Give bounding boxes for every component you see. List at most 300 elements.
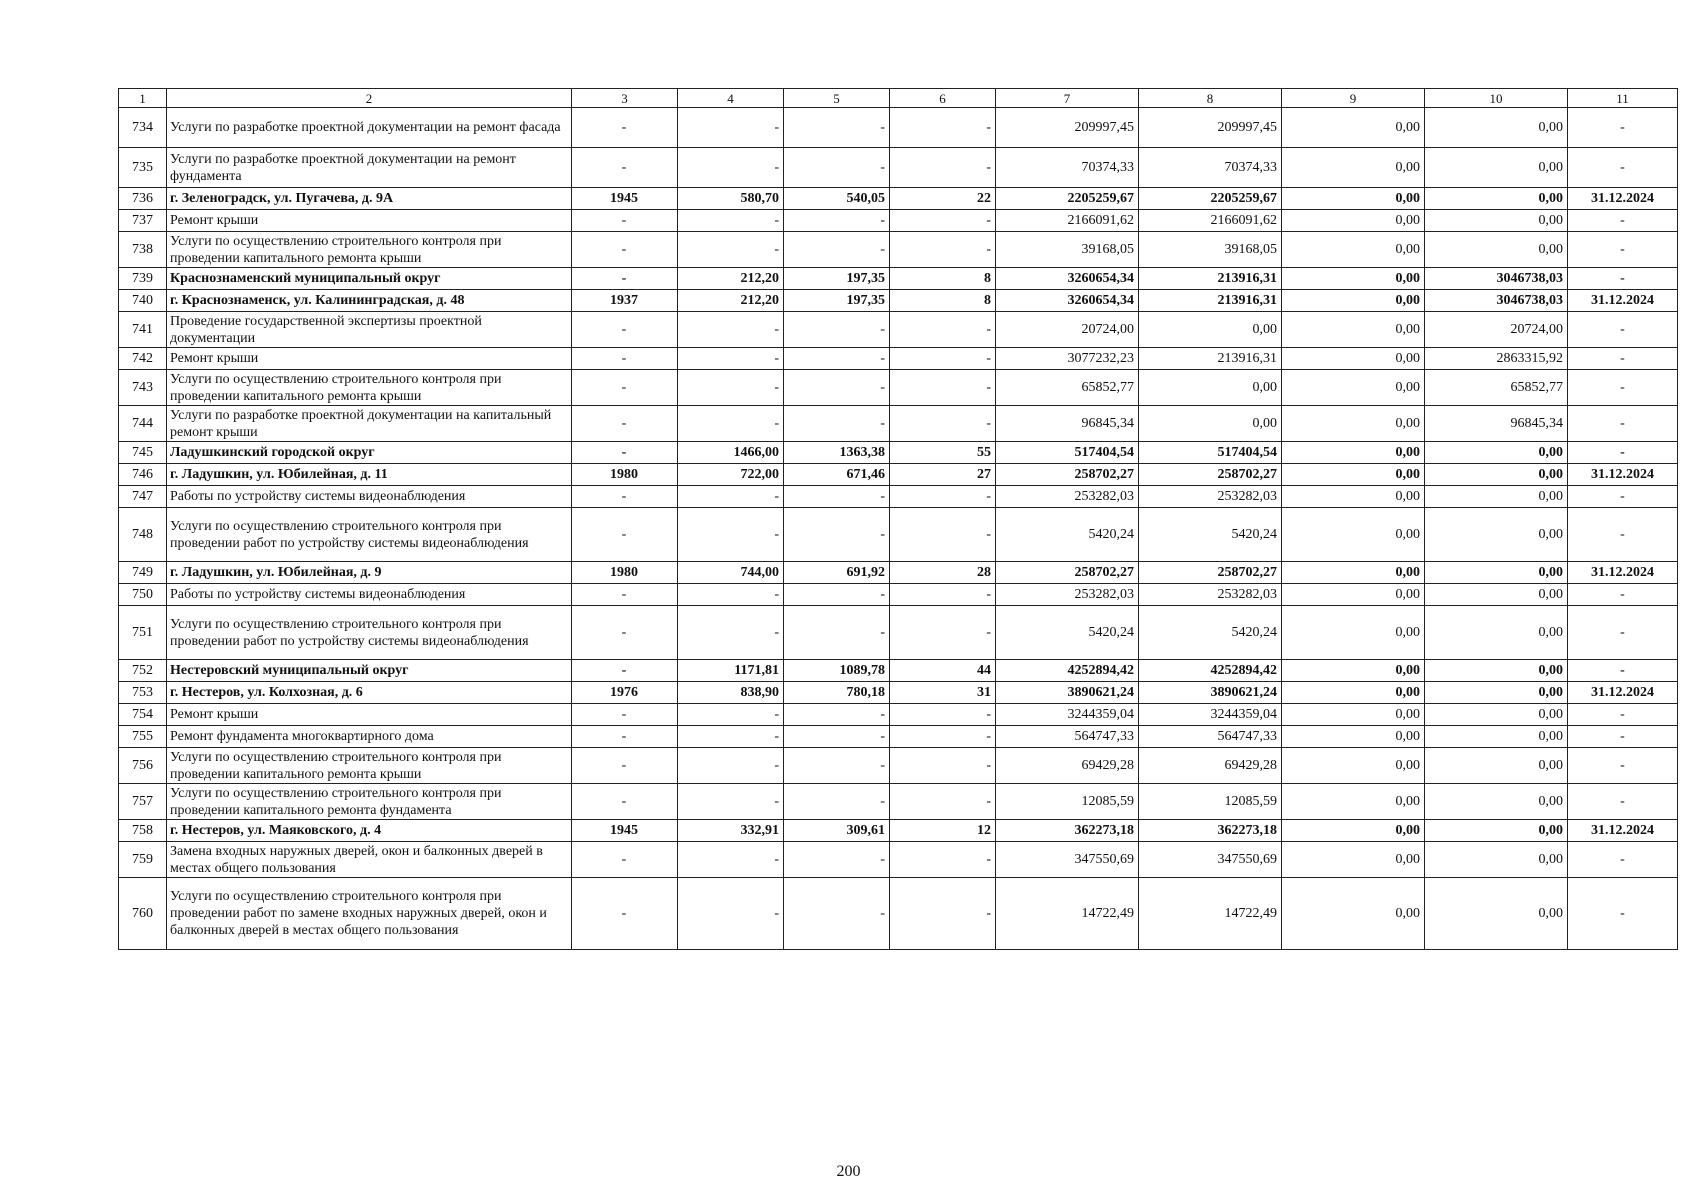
work-description-cell: г. Зеленоградск, ул. Пугачева, д. 9А [167,188,572,210]
completion-date-cell: - [1568,148,1678,188]
row-number-cell: 749 [119,562,167,584]
total-cost-cell: 258702,27 [996,562,1139,584]
total-area-cell: - [678,108,784,148]
owners-cost-cell: 0,00 [1425,562,1568,584]
year-built-cell: - [572,726,678,748]
table-row [119,406,1678,442]
completion-date-cell: 31.12.2024 [1568,188,1678,210]
total-area-cell: 212,20 [678,290,784,312]
column-header: 6 [890,89,996,108]
fund-cost-cell: 213916,31 [1139,348,1282,370]
residents-count-cell: - [890,584,996,606]
completion-date-cell: - [1568,842,1678,878]
living-area-cell: 197,35 [784,290,890,312]
fund-cost-cell: 12085,59 [1139,784,1282,820]
total-cost-cell: 362273,18 [996,820,1139,842]
work-description-cell: Ремонт крыши [167,210,572,232]
work-description-cell: г. Нестеров, ул. Колхозная, д. 6 [167,682,572,704]
total-cost-cell: 517404,54 [996,442,1139,464]
living-area-cell: - [784,108,890,148]
table-row [119,562,1678,584]
table-row [119,188,1678,210]
table-row [119,486,1678,508]
owners-cost-cell: 0,00 [1425,232,1568,268]
work-description-cell: Услуги по разработке проектной документации на ремонт фасада [167,108,572,148]
residents-count-cell: - [890,842,996,878]
work-description-cell: Услуги по разработке проектной документации на ремонт фундамента [167,148,572,188]
completion-date-cell: 31.12.2024 [1568,820,1678,842]
completion-date-cell: - [1568,878,1678,950]
total-area-cell: - [678,406,784,442]
total-area-cell: 744,00 [678,562,784,584]
fund-cost-cell: 213916,31 [1139,290,1282,312]
work-description-cell: Проведение государственной экспертизы проектной документации [167,312,572,348]
owners-cost-cell: 0,00 [1425,660,1568,682]
completion-date-cell: - [1568,268,1678,290]
completion-date-cell: - [1568,704,1678,726]
total-area-cell: 212,20 [678,268,784,290]
column-header: 1 [119,89,167,108]
fund-cost-cell: 3244359,04 [1139,704,1282,726]
owners-cost-cell: 0,00 [1425,878,1568,950]
completion-date-cell: - [1568,370,1678,406]
table-row [119,508,1678,562]
year-built-cell: - [572,660,678,682]
work-description-cell: Услуги по осуществлению строительного контроля при проведении работ по устройству системы видеонаблюдения [167,606,572,660]
total-cost-cell: 3244359,04 [996,704,1139,726]
total-area-cell: - [678,584,784,606]
year-built-cell: - [572,232,678,268]
table-row [119,660,1678,682]
year-built-cell: - [572,584,678,606]
owners-cost-cell: 3046738,03 [1425,290,1568,312]
row-number-cell: 754 [119,704,167,726]
total-cost-cell: 4252894,42 [996,660,1139,682]
residents-count-cell: - [890,210,996,232]
table-row [119,682,1678,704]
living-area-cell: - [784,878,890,950]
completion-date-cell: - [1568,726,1678,748]
owners-cost-cell: 0,00 [1425,726,1568,748]
total-area-cell: 332,91 [678,820,784,842]
total-area-cell: - [678,704,784,726]
table-row [119,348,1678,370]
total-area-cell: - [678,348,784,370]
completion-date-cell: - [1568,748,1678,784]
living-area-cell: - [784,486,890,508]
completion-date-cell: 31.12.2024 [1568,290,1678,312]
budget-cost-cell: 0,00 [1282,486,1425,508]
budget-cost-cell: 0,00 [1282,660,1425,682]
total-area-cell: - [678,312,784,348]
row-number-cell: 739 [119,268,167,290]
work-description-cell: г. Нестеров, ул. Маяковского, д. 4 [167,820,572,842]
table-row [119,878,1678,950]
budget-cost-cell: 0,00 [1282,682,1425,704]
total-area-cell: 1466,00 [678,442,784,464]
total-area-cell: - [678,726,784,748]
budget-cost-cell: 0,00 [1282,748,1425,784]
living-area-cell: 540,05 [784,188,890,210]
residents-count-cell: - [890,704,996,726]
total-cost-cell: 14722,49 [996,878,1139,950]
living-area-cell: 1363,38 [784,442,890,464]
table-row [119,108,1678,148]
row-number-cell: 737 [119,210,167,232]
table-row [119,820,1678,842]
column-header: 8 [1139,89,1282,108]
year-built-cell: - [572,312,678,348]
year-built-cell: 1980 [572,562,678,584]
row-number-cell: 745 [119,442,167,464]
budget-cost-cell: 0,00 [1282,842,1425,878]
table-row [119,584,1678,606]
row-number-cell: 738 [119,232,167,268]
work-description-cell: Ремонт крыши [167,704,572,726]
completion-date-cell: - [1568,108,1678,148]
living-area-cell: 691,92 [784,562,890,584]
total-area-cell: - [678,508,784,562]
total-area-cell: - [678,784,784,820]
row-number-cell: 760 [119,878,167,950]
total-cost-cell: 65852,77 [996,370,1139,406]
fund-cost-cell: 253282,03 [1139,486,1282,508]
column-header: 5 [784,89,890,108]
living-area-cell: - [784,606,890,660]
work-description-cell: Услуги по осуществлению строительного контроля при проведении капитального ремонта крыши [167,370,572,406]
total-area-cell: - [678,210,784,232]
row-number-cell: 734 [119,108,167,148]
living-area-cell: - [784,210,890,232]
table-row [119,232,1678,268]
residents-count-cell: - [890,508,996,562]
budget-cost-cell: 0,00 [1282,704,1425,726]
work-description-cell: г. Ладушкин, ул. Юбилейная, д. 11 [167,464,572,486]
year-built-cell: 1976 [572,682,678,704]
total-cost-cell: 347550,69 [996,842,1139,878]
total-area-cell: - [678,748,784,784]
total-cost-cell: 5420,24 [996,606,1139,660]
owners-cost-cell: 65852,77 [1425,370,1568,406]
completion-date-cell: - [1568,348,1678,370]
residents-count-cell: - [890,406,996,442]
residents-count-cell: - [890,486,996,508]
budget-cost-cell: 0,00 [1282,188,1425,210]
work-description-cell: Услуги по осуществлению строительного контроля при проведении работ по замене входных наружных дверей, окон и балконных дверей в местах общего пользования [167,878,572,950]
fund-cost-cell: 69429,28 [1139,748,1282,784]
living-area-cell: - [784,584,890,606]
work-description-cell: Работы по устройству системы видеонаблюдения [167,584,572,606]
owners-cost-cell: 3046738,03 [1425,268,1568,290]
living-area-cell: - [784,704,890,726]
page-number: 200 [836,1163,861,1180]
year-built-cell: 1980 [572,464,678,486]
budget-cost-cell: 0,00 [1282,348,1425,370]
year-built-cell: - [572,486,678,508]
residents-count-cell: 8 [890,290,996,312]
capital-repair-table [118,88,1678,950]
total-area-cell: - [678,606,784,660]
fund-cost-cell: 213916,31 [1139,268,1282,290]
living-area-cell: - [784,406,890,442]
budget-cost-cell: 0,00 [1282,726,1425,748]
column-header: 10 [1425,89,1568,108]
row-number-cell: 735 [119,148,167,188]
fund-cost-cell: 0,00 [1139,370,1282,406]
fund-cost-cell: 347550,69 [1139,842,1282,878]
completion-date-cell: 31.12.2024 [1568,562,1678,584]
row-number-cell: 752 [119,660,167,682]
owners-cost-cell: 0,00 [1425,584,1568,606]
work-description-cell: Услуги по осуществлению строительного контроля при проведении работ по устройству системы видеонаблюдения [167,508,572,562]
budget-cost-cell: 0,00 [1282,232,1425,268]
year-built-cell: - [572,748,678,784]
budget-cost-cell: 0,00 [1282,148,1425,188]
row-number-cell: 750 [119,584,167,606]
budget-cost-cell: 0,00 [1282,210,1425,232]
budget-cost-cell: 0,00 [1282,784,1425,820]
table-row [119,312,1678,348]
total-cost-cell: 3077232,23 [996,348,1139,370]
residents-count-cell: - [890,312,996,348]
year-built-cell: - [572,442,678,464]
row-number-cell: 757 [119,784,167,820]
fund-cost-cell: 0,00 [1139,312,1282,348]
residents-count-cell: 44 [890,660,996,682]
budget-cost-cell: 0,00 [1282,878,1425,950]
work-description-cell: Услуги по осуществлению строительного контроля при проведении капитального ремонта крыши [167,748,572,784]
work-description-cell: Нестеровский муниципальный округ [167,660,572,682]
owners-cost-cell: 0,00 [1425,486,1568,508]
total-cost-cell: 2166091,62 [996,210,1139,232]
table-row [119,842,1678,878]
completion-date-cell: - [1568,508,1678,562]
total-area-cell: - [678,148,784,188]
table-row [119,726,1678,748]
budget-cost-cell: 0,00 [1282,606,1425,660]
fund-cost-cell: 362273,18 [1139,820,1282,842]
residents-count-cell: - [890,148,996,188]
total-cost-cell: 253282,03 [996,486,1139,508]
year-built-cell: - [572,210,678,232]
year-built-cell: 1937 [572,290,678,312]
total-area-cell: 580,70 [678,188,784,210]
row-number-cell: 759 [119,842,167,878]
year-built-cell: - [572,370,678,406]
fund-cost-cell: 14722,49 [1139,878,1282,950]
year-built-cell: - [572,784,678,820]
fund-cost-cell: 253282,03 [1139,584,1282,606]
fund-cost-cell: 5420,24 [1139,606,1282,660]
completion-date-cell: - [1568,406,1678,442]
total-cost-cell: 2205259,67 [996,188,1139,210]
residents-count-cell: - [890,878,996,950]
total-area-cell: 1171,81 [678,660,784,682]
total-cost-cell: 20724,00 [996,312,1139,348]
column-number-row [119,89,1678,108]
row-number-cell: 748 [119,508,167,562]
residents-count-cell: 55 [890,442,996,464]
living-area-cell: - [784,842,890,878]
total-cost-cell: 70374,33 [996,148,1139,188]
fund-cost-cell: 3890621,24 [1139,682,1282,704]
living-area-cell: 1089,78 [784,660,890,682]
residents-count-cell: 12 [890,820,996,842]
residents-count-cell: - [890,348,996,370]
living-area-cell: - [784,726,890,748]
work-description-cell: Ремонт крыши [167,348,572,370]
work-description-cell: Ладушкинский городской округ [167,442,572,464]
residents-count-cell: 27 [890,464,996,486]
total-area-cell: - [678,232,784,268]
table-row [119,784,1678,820]
owners-cost-cell: 0,00 [1425,784,1568,820]
total-cost-cell: 12085,59 [996,784,1139,820]
total-cost-cell: 3260654,34 [996,290,1139,312]
work-description-cell: Услуги по осуществлению строительного контроля при проведении капитального ремонта фундамента [167,784,572,820]
budget-cost-cell: 0,00 [1282,312,1425,348]
column-header: 4 [678,89,784,108]
table-row [119,704,1678,726]
column-header: 7 [996,89,1139,108]
row-number-cell: 744 [119,406,167,442]
total-area-cell: 722,00 [678,464,784,486]
row-number-cell: 742 [119,348,167,370]
residents-count-cell: 31 [890,682,996,704]
table-row [119,748,1678,784]
row-number-cell: 740 [119,290,167,312]
living-area-cell: - [784,148,890,188]
year-built-cell: - [572,406,678,442]
living-area-cell: - [784,232,890,268]
fund-cost-cell: 0,00 [1139,406,1282,442]
total-cost-cell: 96845,34 [996,406,1139,442]
owners-cost-cell: 0,00 [1425,842,1568,878]
budget-cost-cell: 0,00 [1282,820,1425,842]
fund-cost-cell: 564747,33 [1139,726,1282,748]
completion-date-cell: - [1568,660,1678,682]
work-description-cell: Ремонт фундамента многоквартирного дома [167,726,572,748]
living-area-cell: - [784,312,890,348]
total-cost-cell: 5420,24 [996,508,1139,562]
total-area-cell: - [678,842,784,878]
table-row [119,290,1678,312]
year-built-cell: - [572,508,678,562]
total-area-cell: - [678,878,784,950]
budget-cost-cell: 0,00 [1282,268,1425,290]
residents-count-cell: 22 [890,188,996,210]
year-built-cell: - [572,148,678,188]
budget-cost-cell: 0,00 [1282,108,1425,148]
row-number-cell: 743 [119,370,167,406]
owners-cost-cell: 2863315,92 [1425,348,1568,370]
fund-cost-cell: 39168,05 [1139,232,1282,268]
living-area-cell: - [784,348,890,370]
work-description-cell: Услуги по разработке проектной документации на капитальный ремонт крыши [167,406,572,442]
year-built-cell: 1945 [572,820,678,842]
budget-cost-cell: 0,00 [1282,442,1425,464]
living-area-cell: 197,35 [784,268,890,290]
total-cost-cell: 3890621,24 [996,682,1139,704]
owners-cost-cell: 0,00 [1425,682,1568,704]
living-area-cell: - [784,748,890,784]
table-row [119,464,1678,486]
living-area-cell: - [784,508,890,562]
row-number-cell: 751 [119,606,167,660]
budget-cost-cell: 0,00 [1282,562,1425,584]
owners-cost-cell: 0,00 [1425,188,1568,210]
table-row [119,210,1678,232]
residents-count-cell: 8 [890,268,996,290]
year-built-cell: - [572,842,678,878]
owners-cost-cell: 0,00 [1425,820,1568,842]
row-number-cell: 741 [119,312,167,348]
total-area-cell: - [678,486,784,508]
year-built-cell: - [572,606,678,660]
budget-cost-cell: 0,00 [1282,406,1425,442]
fund-cost-cell: 258702,27 [1139,562,1282,584]
total-area-cell: - [678,370,784,406]
living-area-cell: - [784,370,890,406]
living-area-cell: 309,61 [784,820,890,842]
owners-cost-cell: 0,00 [1425,148,1568,188]
owners-cost-cell: 0,00 [1425,464,1568,486]
total-cost-cell: 564747,33 [996,726,1139,748]
row-number-cell: 758 [119,820,167,842]
total-cost-cell: 258702,27 [996,464,1139,486]
living-area-cell: 671,46 [784,464,890,486]
total-area-cell: 838,90 [678,682,784,704]
row-number-cell: 736 [119,188,167,210]
owners-cost-cell: 0,00 [1425,442,1568,464]
owners-cost-cell: 0,00 [1425,704,1568,726]
completion-date-cell: 31.12.2024 [1568,682,1678,704]
column-header: 9 [1282,89,1425,108]
total-cost-cell: 3260654,34 [996,268,1139,290]
table-row [119,148,1678,188]
fund-cost-cell: 4252894,42 [1139,660,1282,682]
year-built-cell: - [572,704,678,726]
total-cost-cell: 39168,05 [996,232,1139,268]
residents-count-cell: - [890,108,996,148]
budget-cost-cell: 0,00 [1282,290,1425,312]
owners-cost-cell: 0,00 [1425,108,1568,148]
work-description-cell: Краснознаменский муниципальный округ [167,268,572,290]
table-row [119,606,1678,660]
residents-count-cell: - [890,748,996,784]
fund-cost-cell: 70374,33 [1139,148,1282,188]
budget-cost-cell: 0,00 [1282,584,1425,606]
year-built-cell: 1945 [572,188,678,210]
row-number-cell: 756 [119,748,167,784]
owners-cost-cell: 96845,34 [1425,406,1568,442]
completion-date-cell: - [1568,784,1678,820]
table-body [119,108,1678,950]
completion-date-cell: - [1568,232,1678,268]
residents-count-cell: 28 [890,562,996,584]
fund-cost-cell: 258702,27 [1139,464,1282,486]
completion-date-cell: - [1568,584,1678,606]
budget-cost-cell: 0,00 [1282,464,1425,486]
fund-cost-cell: 517404,54 [1139,442,1282,464]
work-description-cell: Работы по устройству системы видеонаблюдения [167,486,572,508]
residents-count-cell: - [890,726,996,748]
row-number-cell: 747 [119,486,167,508]
column-header: 11 [1568,89,1678,108]
column-header: 2 [167,89,572,108]
completion-date-cell: - [1568,210,1678,232]
column-header: 3 [572,89,678,108]
